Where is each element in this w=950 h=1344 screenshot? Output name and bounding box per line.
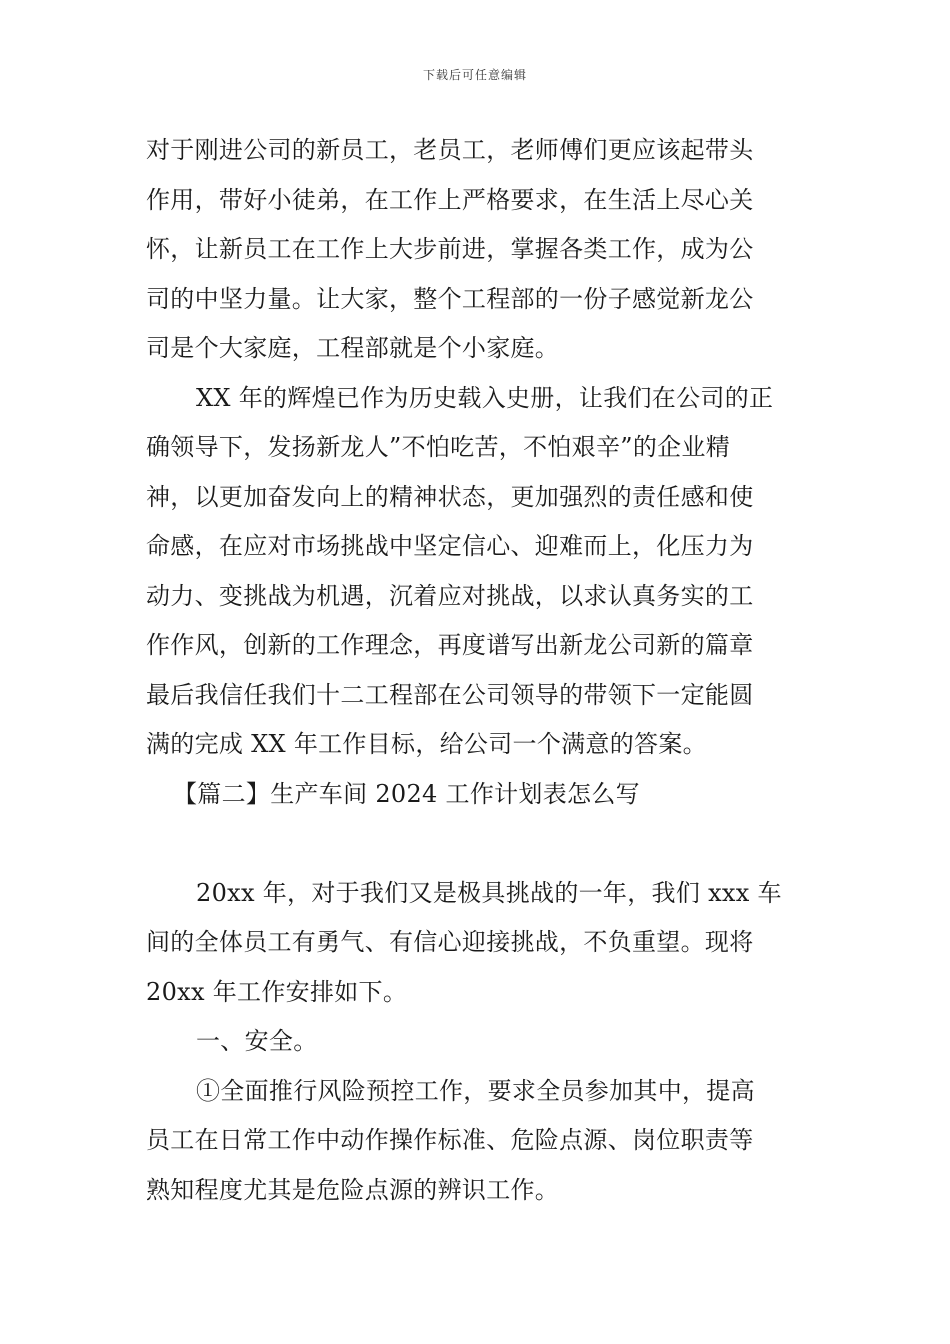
document-body	[146, 126, 806, 1215]
text-line: 神，以更加奋发向上的精神状态，更加强烈的责任感和使	[146, 482, 754, 511]
paragraph-2	[146, 374, 806, 770]
paragraph-1	[146, 126, 806, 374]
header-note: 下载后可任意编辑	[422, 68, 527, 82]
text-line: 怀，让新员工在工作上大步前进，掌握各类工作，成为公	[146, 235, 754, 263]
text-line: XX 年的辉煌已作为历史载入史册，让我们在公司的正	[196, 383, 774, 412]
text-line: 作作风，创新的工作理念，再度谱写出新龙公司新的篇章	[146, 631, 754, 659]
section-title: 【篇二】生产车间 2024 工作计划表怎么写	[173, 779, 640, 808]
text-line: 司的中坚力量。让大家，整个工程部的一份子感觉新龙公	[146, 284, 754, 313]
text-line: 满的完成 XX 年工作目标，给公司一个满意的答案。	[146, 730, 707, 758]
paragraph-3	[146, 869, 806, 1018]
paragraph-4	[146, 1067, 806, 1216]
text-line: ①全面推行风险预控工作，要求全员参加其中，提高	[196, 1076, 755, 1105]
text-line: 熟知程度尤其是危险点源的辨识工作。	[146, 1175, 560, 1204]
text-line: 作用，带好小徒弟，在工作上严格要求，在生活上尽心关	[146, 185, 754, 214]
text-line: 最后我信任我们十二工程部在公司领导的带领下一定能圆	[146, 680, 754, 709]
text-line: 确领导下，发扬新龙人”不怕吃苦，不怕艰辛”的企业精	[146, 433, 731, 461]
spacer	[146, 819, 806, 869]
text-line: 间的全体员工有勇气、有信心迎接挑战，不负重望。现将	[146, 928, 754, 956]
text-line: 20xx 年工作安排如下。	[146, 977, 408, 1006]
text-line: 员工在日常工作中动作操作标准、危险点源、岗位职责等	[146, 1126, 754, 1154]
text-line: 动力、变挑战为机遇，沉着应对挑战，以求认真务实的工	[146, 581, 754, 610]
text-line: 命感，在应对市场挑战中坚定信心、迎难而上，化压力为	[146, 532, 754, 560]
heading-safety: 一、安全。	[196, 1027, 318, 1055]
text-line: 20xx 年，对于我们又是极具挑战的一年，我们 xxx 车	[196, 878, 782, 907]
text-line: 司是个大家庭，工程部就是个小家庭。	[146, 334, 560, 362]
text-line: 对于刚进公司的新员工，老员工，老师傅们更应该起带头	[146, 136, 754, 164]
